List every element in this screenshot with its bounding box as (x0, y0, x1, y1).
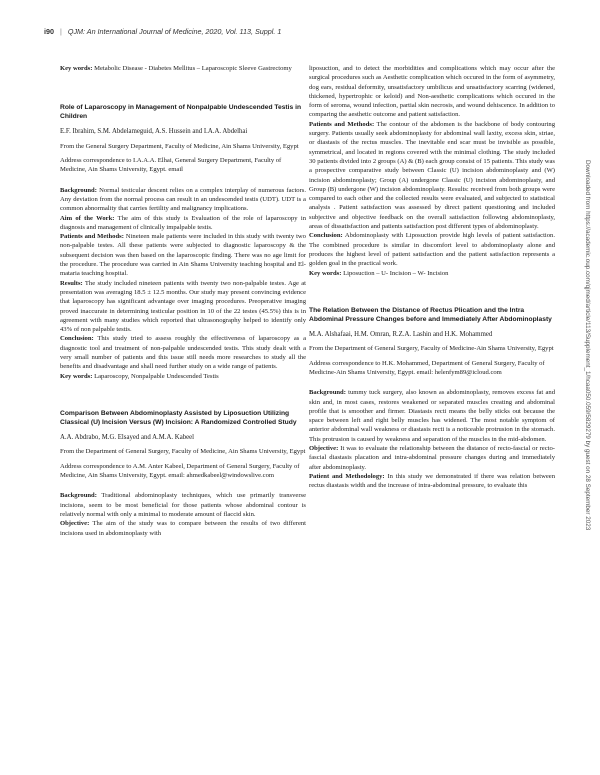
abstract-correspondence: Address correspondence to H.K. Mohammed, Department of General Surgery, Faculty of Medicine-Ain Shams University, Egypt. email: helenfym89@icloud.com (309, 359, 545, 376)
abstract-authors: M.A. Alshafaai, H.M. Omran, R.Z.A. Lashin and H.K. Mohammed (309, 330, 493, 338)
abstract-background: Background: Normal testicular descent relies on a complex interplay of numerous factors. Any deviation from the normal process can result in an undescended testis (UDT). UDT is a common abnormality that carries fertility and malignancy implications. (60, 186, 306, 213)
keywords-top: Key words: Metabolic Disease - Diabetes Mellitus – Laparoscopic Sleeve Gastrectomy (60, 65, 292, 72)
abstract-objective: Objective: The aim of the study was to compare between the results of two different incisions used in abdominoplasty with (60, 520, 307, 537)
abstract-affiliation: From the Department of General Surgery, Faculty of Medicine-Ain Shams University, Egypt (309, 345, 554, 353)
abstract-methods: Patients and Methods: Nineteen male patients were included in this study with twenty two non-palpable testes. All these patients were subjected to diagnostic laparoscopy & the subsequent decision was then based on the laparoscopic finding. There was no age limit for the procedure. The procedure was carried in Ain Shams University teaching hospital and El-mataria teaching hospital. (60, 233, 306, 278)
abstract-abdominoplasty-incision (60, 409, 306, 538)
abstract-rectus-plication (309, 306, 555, 491)
abstract-correspondence: Address correspondence to A.M. Anter Kabeel, Department of General Surgery, Faculty of Medicine, Ain Shams University, Egypt. email: ahmedkabeel@windowslive.com (60, 462, 300, 480)
abstract-objective-continued: liposuction, and to detect the morbidities and complications which may occur after the surgical procedures such as Aesthetic complication which occured in the form of asymmetry, dog ears, residual deformity, unsatisfactory umbilicus and unsatisfactory scarring (widened, thickened, hypertrophic or keloid) and Non-aesthetic complications which occured in the form of seroma, wound infection, partial skin necrosis, and wound dehiscence. In addition to comparing the aesthetic outcome and patient satisfaction. (309, 65, 555, 119)
abstract-background: Background: tummy tuck surgery, also known as abdominoplasty, removes excess fat and skin and, in most cases, restores weakened or separated muscles creating and abdominal profile that is smoother and firmer. Diastasis recti means the belly sticks out because the space between left and right belly muscles has widened. The most notable symptom of anterior abdominal wall weakness or diastasis recti is a noticeable protrusion in the stomach. This protrusion is caused by weakness and separation of the muscles in the mid-abdomen. (309, 389, 556, 443)
abstract-correspondence: Address correspondence to I.A.A.A. Elhai, General Surgery Department, Faculty of Medicine, Ain Shams University, Egypt. email (60, 157, 282, 174)
abstract-conclusion: Conclusion: Abdominoplasty with Liposuction provide high levels of patient satisfaction. The combined procedure is similar in discomfort level to abdominoplasty alone and produces the highest level of patient satisfaction and the patient satisfaction represents a golden goal in the practical work. (309, 232, 555, 268)
left-column (60, 64, 306, 538)
abstract-laparoscopy (60, 103, 306, 381)
abstract-title: Comparison Between Abdominoplasty Assisted by Liposuction Utilizing Classical (U) Incision Versus (W) Incision: A Randomized Controlled Study (60, 409, 297, 426)
abstract-objective: Objective: It was to evaluate the relationship between the distance of recto-fascial or recto-fascial diastasis placation and intra-abdominal pressure changes during and immediately after abdominoplasty. (309, 445, 555, 471)
abstract-title: Role of Laparoscopy in Management of Nonpalpable Undescended Testis in Children (60, 104, 302, 121)
abstract-authors: E.F. Ibrahim, S.M. Abdelameguid, A.S. Hussein and I.A.A. Abdelhai (60, 128, 248, 136)
download-sidebar (586, 160, 596, 600)
abstract-affiliation: From the Department of General Surgery, Faculty of Medicine, Ain Shams University, Egypt (60, 448, 306, 456)
abstract-conclusion: Conclusion: This study tried to assess roughly the effectiveness of laparoscopy as a diagnostic tool and treatment of non-palpable undescended testis. This study dealt with a very small number of patients and this issue still needs more researches to study all the benefits and disadvantage and shall need further study on a wide range of patients. (60, 335, 307, 371)
abstract-methods: Patient and Methodology: In this study we demonstrated if there was relation between rectus diastasis width and the increase of intra-abdominal pressure, to evaluate this (309, 472, 555, 490)
abstract-keywords: Key words: Laparoscopy, Nonpalpable Undescended Testis (60, 372, 219, 380)
right-column (309, 64, 555, 490)
abstract-authors: A.A. Abdrabo, M.G. Elsayed and A.M.A. Kabeel (60, 433, 195, 441)
abstract-abdominoplasty-incision-continued (309, 64, 555, 278)
abstract-aim: Aim of the Work: The aim of this study is Evaluation of the role of laparoscopy in diagnosis and management of clinically impalpable testis. (60, 214, 306, 231)
running-header (44, 27, 281, 36)
page-number: i90 (44, 27, 54, 36)
download-notice: Downloaded from https://academic.oup.com/qjmed/article/113/Supplement_1/hcaa050.059/5829279 by guest on 28 September 2023 (584, 160, 591, 531)
abstract-methods: Patients and Methods: The contour of the abdomen is the backbone of body contouring surgery. Patients usually seek abdominoplasty for abdominal wall laxity, excess skin, striae, or diastasis of the rectus muscles. The inevitable end scar must be invisible as possible, symmetrical, and located in regions covered with the minimal clothing. The study included 30 patients divided into 2 groups (A) & (B) each group consist of 15 patients. This study was a prospective comparative study between Classic (U) incision abdominoplasty and (W) incision abdominoplasty; Group (A) undergone Classic (U) incision abdominoplasty, and Group (B) undergone (W) incision abdominoplasty. Results: received from both groups were compared to each other and the collected results were evaluated, and subjected to statistical analysis . Patient satisfaction was assessed by direct patient questioning and included subjective and objective feedback on the overall satisfaction following abdominoplasty, areas of dissatisfaction and patients satisfaction post different types of abdominoplasty. (309, 120, 556, 231)
abstract-title: The Relation Between the Distance of Rectus Plication and the Intra Abdominal Pressure Changes before and Immediately After Abdominoplasty (309, 306, 552, 323)
abstract-results: Results: The study included nineteen patients with twenty two non-palpable testes. Age at presentation was averaging 18.5 ± 12.5 months. Our study may present convincing evidence that laparoscopy has significant advantage over imaging procedures. Preoperative imaging proved inaccurate in determining testicular position in 10 of the 22 testes (45.5%) this is in agreement with many studies which reported that ultrasonography helped to identify only 43% of non palpable testis. (60, 279, 306, 334)
abstract-affiliation: From the General Surgery Department, Faculty of Medicine, Ain Shams University, Egypt (60, 142, 299, 150)
abstract-keywords: Key words: Liposuction – U- Incision – W- Incision (309, 269, 449, 277)
header-separator: | (60, 27, 62, 36)
journal-citation: QJM: An International Journal of Medicine, 2020, Vol. 113, Suppl. 1 (67, 27, 282, 36)
abstract-background: Background: Traditional abdominoplasty techniques, which use primarily transverse incisions, seem to be most beneficial for those patients whose abdominal contour is relatively normal with only a minimal to moderate amount of flaccid skin. (60, 492, 307, 518)
